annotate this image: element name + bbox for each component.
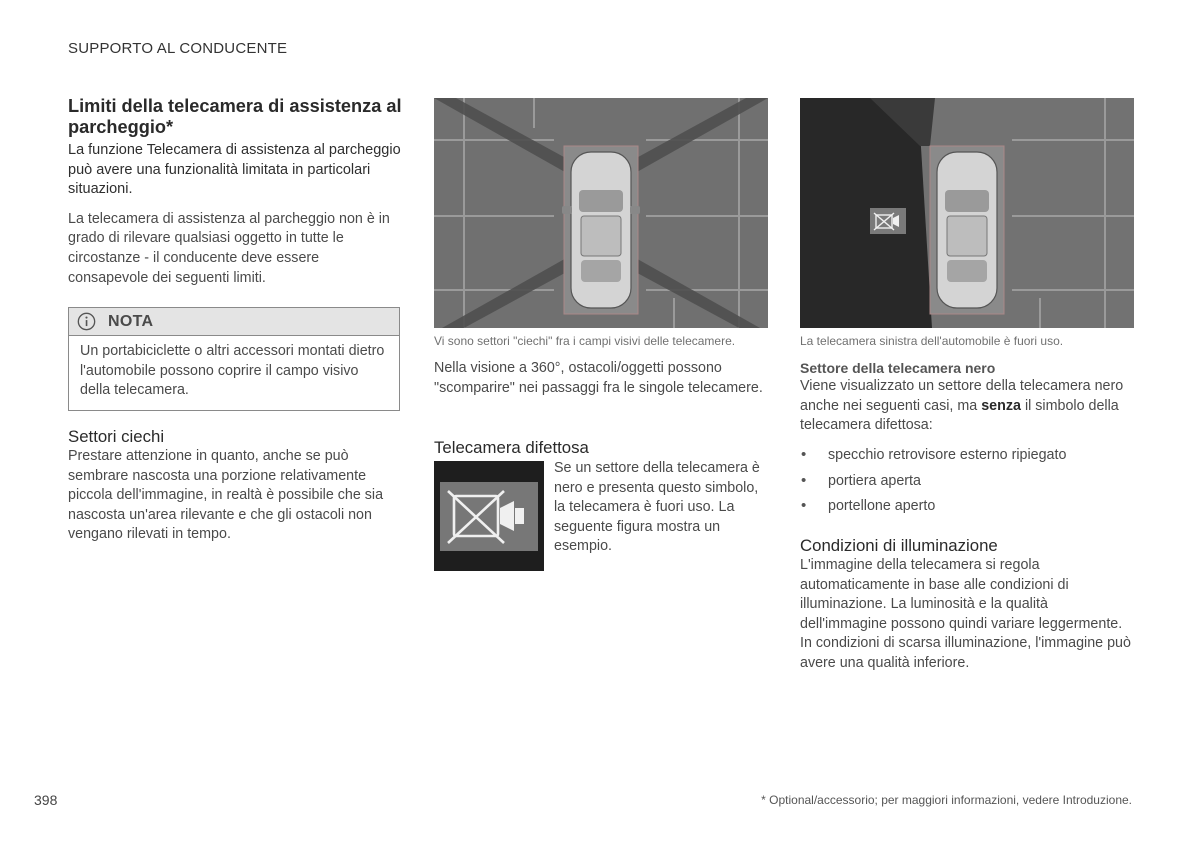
- blind-sectors-text: Prestare attenzione in quanto, anche se può sembrare nascosta una porzione relativamente piccola dell'immagine, in realtà è possibile che sia nascosta un'area rilevante e che gli ostacoli non vengano rilevati in tempo.: [68, 448, 384, 543]
- page-title: Limiti della telecamera di assistenza al parcheggio*: [68, 96, 402, 137]
- blind-sectors-title: Settori ciechi: [68, 427, 165, 446]
- limits-paragraph: La telecamera di assistenza al parcheggio non è in grado di rilevare qualsiasi oggetto in tutte le circostanze - il conducente deve essere consapevole dei seguenti limiti.: [68, 210, 390, 286]
- parking-overview-illustration: [434, 98, 768, 328]
- note-box: [68, 307, 400, 411]
- left-column: [68, 96, 403, 288]
- faulty-camera-text: Se un settore della telecamera è nero e presenta questo simbolo, la telecamera è fuori uso. La seguente figura mostra un esempio.: [554, 460, 760, 555]
- faulty-camera-section: [434, 438, 764, 458]
- camera-fault-icon: [434, 461, 544, 571]
- black-sector-text-bold: senza: [981, 397, 1021, 414]
- left-camera-out-illustration: [800, 98, 1134, 328]
- black-sector-text-part1: Viene visualizzato un settore della telecamera nero anche nei seguenti casi, ma: [800, 378, 1124, 414]
- note-label: NOTA: [108, 312, 154, 330]
- list-item: • portellone aperto: [800, 498, 1135, 524]
- black-sector-text-part2: il simbolo della telecamera difettosa:: [800, 397, 1119, 434]
- info-icon: [77, 312, 96, 331]
- list-item: • portiera aperta: [800, 473, 1135, 499]
- middle-text-block: [434, 359, 764, 398]
- footnote: * Optional/accessorio; per maggiori informazioni, vedere Introduzione.: [761, 793, 1132, 807]
- running-header: SUPPORTO AL CONDUCENTE: [68, 40, 288, 57]
- lighting-title: Condizioni di illuminazione: [800, 536, 998, 555]
- camera-blind-sectors-figure: [434, 98, 768, 328]
- lighting-text: L'immagine della telecamera si regola automaticamente in base alle condizioni di illuminazione. La luminosità e la qualità dell'immagine possono quindi variare leggermente. In condizioni di scarsa illuminazione, l'immagine può avere una qualità inferiore.: [800, 557, 1131, 671]
- intro-text: La funzione Telecamera di assistenza al parcheggio può avere una funzionalità limitata in particolari situazioni.: [68, 142, 401, 198]
- faulty-camera-title: Telecamera difettosa: [434, 438, 589, 457]
- note-text: Un portabiciclette o altri accessori montati dietro l'automobile possono coprire il campo visivo della telecamera.: [80, 343, 385, 399]
- lighting-section: [800, 536, 1138, 674]
- blind-sectors-section: [68, 427, 403, 545]
- black-sector-subtitle: Settore della telecamera nero: [800, 360, 996, 376]
- page-number: 398: [34, 792, 58, 808]
- faulty-camera-text-block: [554, 459, 764, 557]
- list-item: • specchio retrovisore esterno ripiegato: [800, 447, 1135, 473]
- black-sector-section: [800, 360, 1135, 436]
- black-sector-text: [800, 377, 1135, 436]
- figure-caption-blind: Vi sono settori "ciechi" fra i campi visivi delle telecamere.: [434, 334, 736, 348]
- black-sector-bullets: [800, 447, 1135, 524]
- left-camera-out-figure: [800, 98, 1134, 328]
- 360-view-text: Nella visione a 360°, ostacoli/oggetti possono "scomparire" nei passaggi fra le singole telecamere.: [434, 360, 763, 396]
- faulty-camera-symbol-box: [434, 461, 544, 571]
- note-header: [69, 308, 399, 336]
- figure-caption-left-camera: La telecamera sinistra dell'automobile è fuori uso.: [800, 334, 1064, 348]
